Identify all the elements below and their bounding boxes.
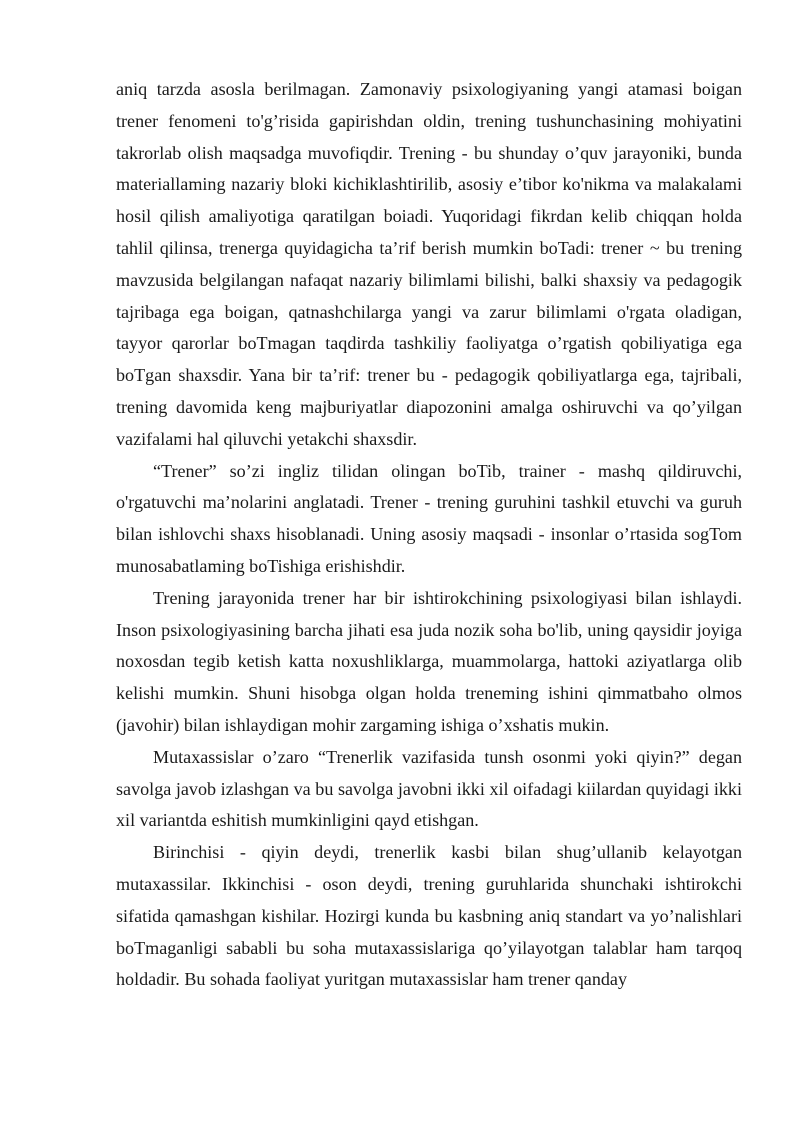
paragraph-trener-psychology: Trening jarayonida trener har bir ishtirokchining psixologiyasi bilan ishlaydi. Inson psixologiyasining barcha jihati esa juda nozik soha bo'lib, uning qaysidir joyiga noxosdan tegib ketish katta noxushliklarga, muammolarga, hattoki aziyatlarga olib kelishi mumkin. Shuni hisobga olgan holda treneming ishini qimmatbaho olmos (javohir) bilan ishlaydigan mohir zargaming ishiga o’xshatis mukin.: [116, 587, 742, 735]
paragraph-two-answers: Birinchisi - qiyin deydi, trenerlik kasbi bilan shug’ullanib kelayotgan mutaxassilar. Ikkinchisi - oson deydi, trening guruhlarida shunchaki ishtirokchi sifatida qamashgan kishilar. Hozirgi kunda bu kasbning aniq standart va yo’nalishlari boTmaganligi sababli bu soha mutaxassislariga qo’yilayotgan talablar ham tarqoq holdadir. Bu sohada faoliyat yuritgan mutaxassislar ham trener qanday: [116, 842, 742, 990]
paragraph-trener-etymology: “Trener” so’zi ingliz tilidan olingan boTib, trainer - mashq qildiruvchi, o'rgatuvchi ma’nolarini anglatadi. Trener - trening guruhini tashkil etuvchi va guruh bilan ishlovchi shaxs hisoblanadi. Uning asosiy maqsadi - insonlar o’rtasida sogTom munosabatlaming boTishiga erishishdir.: [116, 460, 742, 576]
paragraph-continued: aniq tarzda asosla berilmagan. Zamonaviy psixologiyaning yangi atamasi boigan trener fenomeni to'g’risida gapirishdan oldin, trening tushunchasining mohiyatini takrorlab olish maqsadga muvofiqdir. Trening - bu shunday o’quv jarayoniki, bunda materiallaming nazariy bloki kichiklashtirilib, asosiy e’tibor ko'nikma va malakalami hosil qilish amaliyotiga qaratilgan boiadi. Yuqoridagi fikrdan kelib chiqqan holda tahlil qilinsa, trenerga quyidagicha ta’rif berish mumkin boTadi: trener ~ bu trening mavzusida belgilangan nafaqat nazariy bilimlami bilishi, balki shaxsiy va pedagogik tajribaga ega boigan, qatnashchilarga yangi va zarur bilimlami o'rgata oladigan, tayyor qarorlar boTmagan taqdirda tashkiliy faoliyatga o’rgatish qobiliyatiga ega boTgan shaxsdir. Yana bir ta’rif: trener bu - pedagogik qobiliyatlarga ega, tajribali, trening davomida keng majburiyatlar diapozonini amalga oshiruvchi va qo’yilgan vazifalami hal qiluvchi yetakchi shaxsdir.: [116, 79, 742, 449]
paragraph-specialists-question: Mutaxassislar o’zaro “Trenerlik vazifasida tunsh osonmi yoki qiyin?” degan savolga javob izlashgan va bu savolga javobni ikki xil oifadagi kiilardan quyidagi ikki xil variantda eshitish mumkinligini qayd etishgan.: [116, 746, 742, 831]
